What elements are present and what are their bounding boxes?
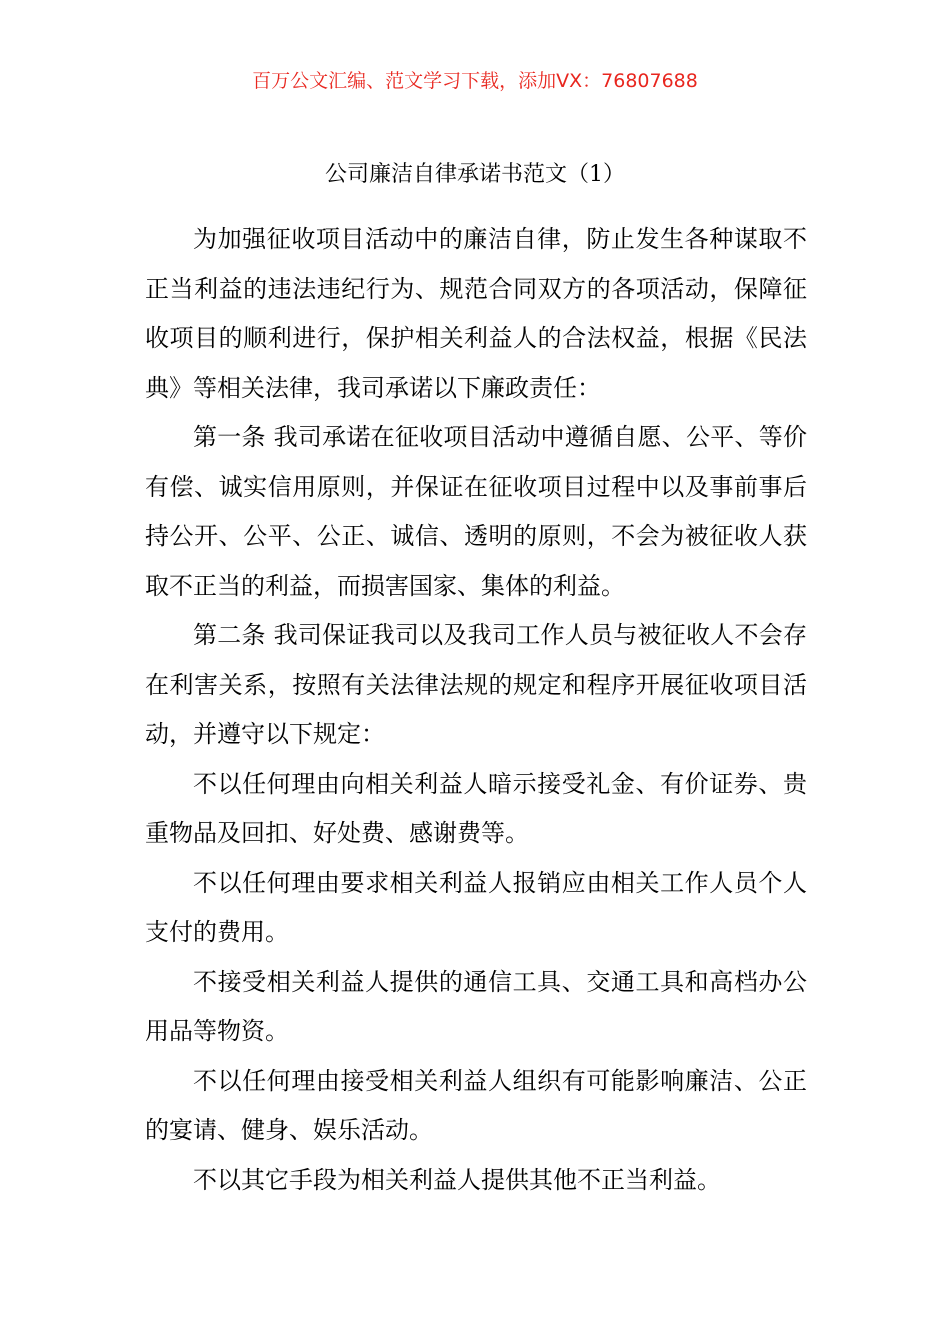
paragraph-rule-expenses: 不以任何理由要求相关利益人报销应由相关工作人员个人支付的费用。 (145, 868, 807, 946)
paragraph-article-2: 第二条 我司保证我司以及我司工作人员与被征收人不会存在利害关系，按照有关法律法规的规定和程序开展征收项目活动，并遵守以下规定： (145, 621, 807, 748)
paragraph-intro: 为加强征收项目活动中的廉洁自律，防止发生各种谋取不正当利益的违法违纪行为、规范合同双方的各项活动，保障征收项目的顺利进行，保护相关利益人的合法权益，根据《民法典》等相关法律，我司承诺以下廉政责任： (145, 225, 807, 402)
paragraph-article-1: 第一条 我司承诺在征收项目活动中遵循自愿、公平、等价有偿、诚实信用原则，并保证在征收项目过程中以及事前事后持公开、公平、公正、诚信、透明的原则，不会为被征收人获取不正当的利益，而损害国家、集体的利益。 (145, 423, 807, 600)
header-banner: 百万公文汇编、范文学习下载，添加VX：76807688 (252, 70, 698, 92)
document-title: 公司廉洁自律承诺书范文（1） (325, 162, 625, 187)
document-body (145, 215, 807, 1205)
paragraph-rule-other: 不以其它手段为相关利益人提供其他不正当利益。 (193, 1165, 721, 1194)
paragraph-rule-banquets: 不以任何理由接受相关利益人组织有可能影响廉洁、公正的宴请、健身、娱乐活动。 (145, 1066, 807, 1144)
paragraph-rule-gifts: 不以任何理由向相关利益人暗示接受礼金、有价证券、贵重物品及回扣、好处费、感谢费等。 (145, 769, 807, 847)
paragraph-rule-tools: 不接受相关利益人提供的通信工具、交通工具和高档办公用品等物资。 (145, 967, 807, 1045)
